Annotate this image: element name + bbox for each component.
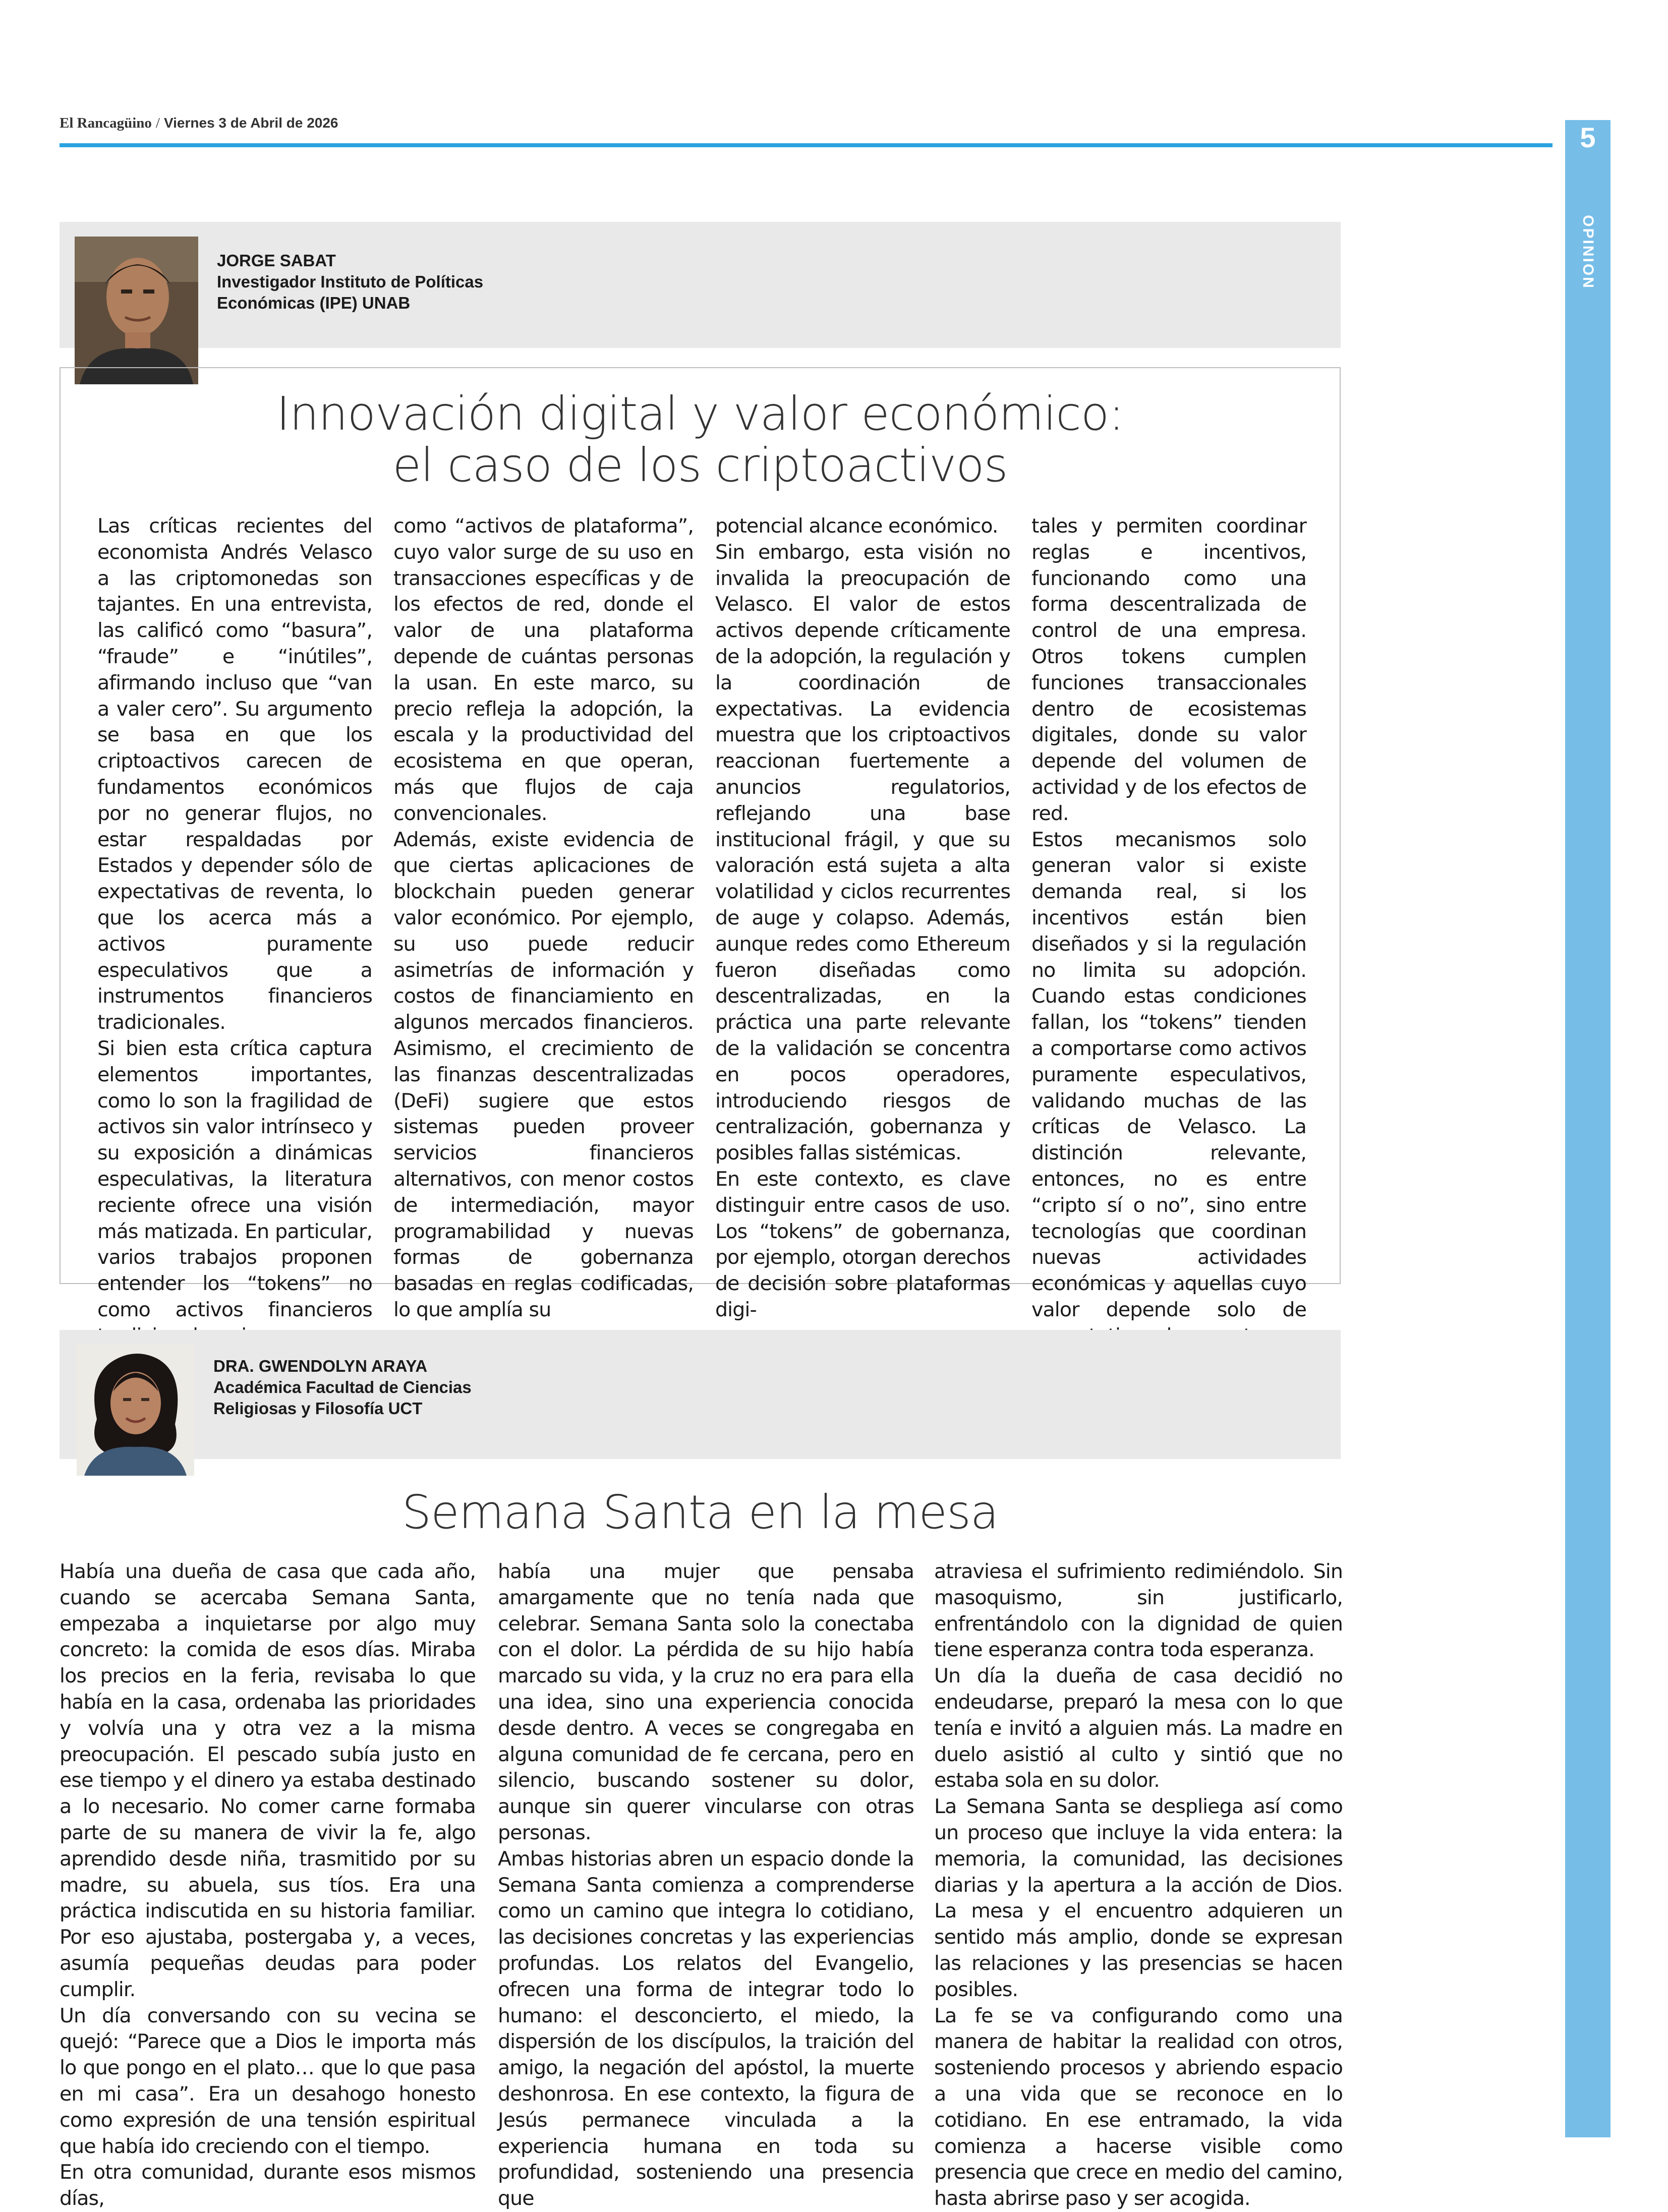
paragraph: atraviesa el sufrimiento redimiéndolo. Sin masoquismo, sin justificarlo, enfrentándolo con la dignidad de quien tiene esperanza contra toda esperanza. (934, 1560, 1343, 1662)
portrait-image (77, 1344, 194, 1476)
paragraph: Había una dueña de casa que cada año, cuando se acercaba Semana Santa, empezaba a inquietarse por algo muy concreto: la comida de esos días. Miraba los precios en la feria, revisaba lo que había en la casa, ordenaba las prioridades y volvía una y otra vez a la misma preocupación. El pescado subía justo en ese tiempo y el dinero ya estaba destinado a lo necesario. No comer carne formaba parte de su manera de vivir la fe, algo aprendido desde niña, trasmitido por su madre, su abuela, sus tíos. Era una práctica indiscutida en su historia familiar. Por eso ajustaba, postergaba y, a veces, asumía pequeñas deudas para poder cumplir. (60, 1560, 476, 2001)
section-label: OPINION (1580, 215, 1596, 289)
newspaper-name: El Rancagüino (60, 115, 152, 131)
author-role-line2: Religiosas y Filosofía UCT (213, 1399, 423, 1418)
paragraph: Las críticas recientes del economista Andrés Velasco a las criptomonedas son tajantes. En una entrevista, las calificó como “basura”, “fraude” e “inútiles”, afirmando incluso que “van a valer cero”. Su argumento se basa en que los criptoactivos carecen de fundamentos económicos por no generar flujos, no estar respaldadas por Estados y depender sólo de expectativas de reventa, lo que los acerca más a activos puramente especulativos que a instrumentos financieros tradicionales. (97, 514, 372, 1034)
issue-date: Viernes 3 de Abril de 2026 (163, 115, 338, 131)
author-name: JORGE SABAT (217, 251, 336, 270)
article-2-headline: Semana Santa en la mesa (401, 1485, 999, 1539)
paragraph: En este contexto, es clave distinguir entre casos de uso. Los “tokens” de gobernanza, por ejemplo, otorgan derechos de decisión sobre plataformas digi- (715, 1167, 1010, 1321)
page-number: 5 (1580, 122, 1596, 153)
paragraph: La fe se va configurando como una manera de habitar la realidad con otros, sosteniendo procesos y abriendo espacio a una vida que se reconoce en lo cotidiano. En ese entramado, la vida comienza a hacerse visible como presencia que crece en medio del camino, hasta abrirse paso y ser acogida. (934, 2004, 1343, 2210)
author-photo-jorge-sabat (75, 237, 198, 384)
paragraph: Sin embargo, esta visión no invalida la preocupación de Velasco. El valor de estos activos depende críticamente de la adopción, la regulación y la coordinación de expectativas. La evidencia muestra que los criptoactivos reaccionan fuertemente a anuncios regulatorios, reflejando una base institucional frágil, y que su valoración está sujeta a alta volatilidad y ciclos recurrentes de auge y colapso. Además, aunque redes como Ethereum fueron diseñadas como descentralizadas, en la práctica una parte relevante de la validación se concentra en pocos operadores, introduciendo riesgos de centralización, gobernanza y posibles fallas sistémicas. (715, 540, 1010, 1165)
masthead (60, 115, 338, 132)
paragraph: Un día la dueña de casa decidió no endeudarse, preparó la mesa con lo que tenía e invitó a alguien más. La madre en duelo asistió al culto y sintió que no estaba sola en su dolor. (934, 1664, 1343, 1792)
author-role-line1: Investigador Instituto de Políticas (217, 272, 484, 291)
article-1-column-2 (393, 513, 694, 1323)
author-role-line1: Académica Facultad de Ciencias (213, 1378, 472, 1396)
paragraph: Además, existe evidencia de que ciertas aplicaciones de blockchain pueden generar valor económico. Por ejemplo, su uso puede reducir asimetrías de información y costos de financiamiento en algunos mercados financieros. Asimismo, el crecimiento de las finanzas descentralizadas (DeFi) sugiere que estos sistemas pueden proveer servicios financieros alternativos, con menor costos de intermediación, mayor programabilidad y nuevas formas de gobernanza basadas en reglas codificadas, lo que amplía su (393, 828, 694, 1321)
article-1-column-4 (1031, 513, 1306, 1350)
headline-line2: el caso de los criptoactivos (392, 438, 1008, 492)
paragraph: potencial alcance económico. (715, 514, 998, 538)
paragraph: La Semana Santa se despliega así como un proceso que incluye la vida entera: la memoria, la comunidad, las decisiones diarias y la apertura a la acción de Dios. La mesa y el encuentro adquieren un sentido más amplio, donde se expresan las relaciones y las presencias se hacen posibles. (934, 1795, 1343, 2001)
paragraph: había una mujer que pensaba amargamente que no tenía nada que celebrar. Semana Santa solo la conectaba con el dolor. La pérdida de su hijo había marcado su vida, y la cruz no era para ella una idea, sino una experiencia conocida desde dentro. A veces se congregaba en alguna comunidad de fe cercana, pero en silencio, buscando sostener su dolor, aunque sin querer vincularse con otras personas. (498, 1560, 914, 1844)
paragraph: Si bien esta crítica captura elementos importantes, como lo son la fragilidad de activos sin valor intrínseco y su exposición a dinámicas especulativas, la literatura reciente ofrece una visión más matizada. En particular, varios trabajos proponen entender los “tokens” no como activos financieros (97, 1036, 372, 1321)
paragraph: Estos mecanismos solo generan valor si existe demanda real, si los incentivos están bien diseñados y si la regulación no limita su adopción. Cuando estas condiciones fallan, los “tokens” tienden a comportarse como activos puramente especulativos, validando muchas de las críticas de Velasco. La distinción relevante, entonces, no es entre “cripto sí o no”, sino entre tecnologías que coordinan nuevas actividades económicas y aquellas cuyo valor depende solo de (1031, 828, 1306, 1321)
section-side-tab (1565, 120, 1611, 2137)
paragraph: como “activos de plataforma”, cuyo valor surge de su uso en transacciones específicas y de los efectos de red, donde el valor de una plataforma depende de cuántas personas la usan. En este marco, su precio refleja la adopción, la escala y la productividad del ecosistema en que operan, más que flujos de caja convencionales. (393, 514, 694, 825)
paragraph: Un día conversando con su vecina se quejó: “Parece que a Dios le importa más lo que pongo en el plato… que lo que pasa en mi casa”. Era un desahogo honesto como expresión de una tensión espiritual que había ido creciendo con el tiempo. (60, 2004, 476, 2158)
article-2-column-1 (60, 1559, 476, 2212)
author-name: DRA. GWENDOLYN ARAYA (213, 1357, 428, 1375)
article-1-column-1 (97, 513, 372, 1350)
masthead-separator: / (155, 115, 160, 131)
author-role-line2: Económicas (IPE) UNAB (217, 294, 411, 312)
header-rule (60, 143, 1552, 147)
article-2-column-2 (498, 1559, 914, 2212)
article-2-column-3 (934, 1559, 1343, 2212)
paragraph: En otra comunidad, durante esos mismos días, (60, 2161, 476, 2210)
paragraph: Ambas historias abren un espacio donde la Semana Santa comienza a comprenderse como un camino que integra lo cotidiano, las decisiones concretas y las experiencias profundas. Los relatos del Evangelio, ofrecen una forma de integrar todo lo humano: el desconcierto, el miedo, la dispersión de los discípulos, la traición del amigo, la negación del apóstol, la muerte deshonrosa. En ese contexto, la figura de Jesús permanece vinculada a la experiencia humana en toda su profundidad, sosteniendo una presencia que (498, 1847, 914, 2210)
author-info-1 (217, 250, 483, 314)
paragraph: tales y permiten coordinar reglas e incentivos, funcionando como una forma descentralizada de control de una empresa. Otros tokens cumplen funciones transaccionales dentro de ecosistemas digitales, donde su valor depende del volumen de actividad y de los efectos de red. (1031, 514, 1306, 825)
article-1-headline (60, 388, 1341, 491)
portrait-image (75, 237, 198, 384)
article-1-column-3 (715, 513, 1010, 1323)
author-photo-gwendolyn-araya (77, 1344, 194, 1476)
author-info-2 (213, 1356, 472, 1419)
headline-line1: Innovación digital y valor económico: (276, 387, 1124, 441)
